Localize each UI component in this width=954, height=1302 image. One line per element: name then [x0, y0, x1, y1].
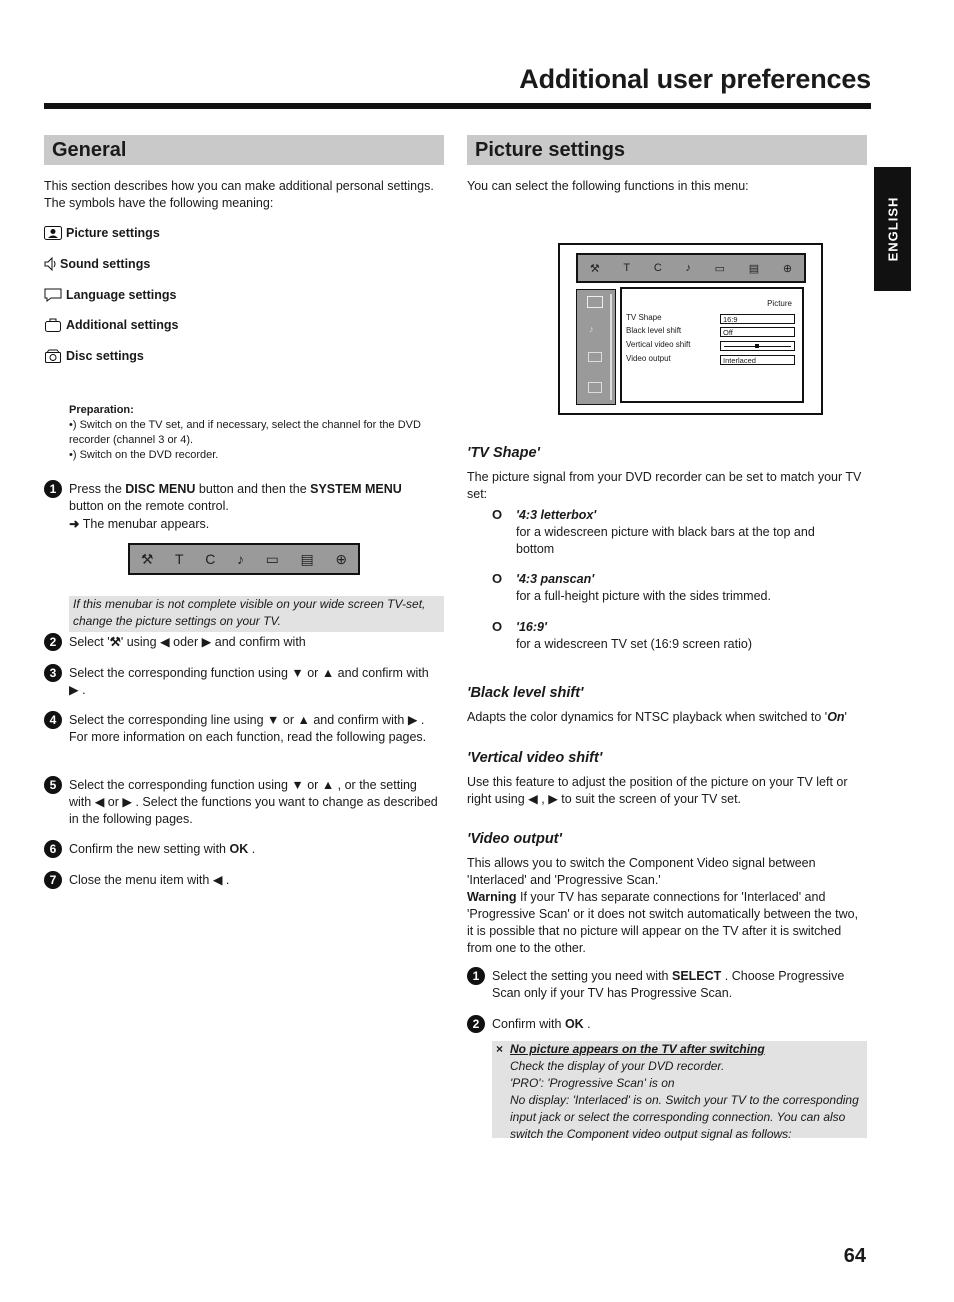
- video-output-step-2: [467, 1016, 867, 1033]
- step-5-text-a: Select the corresponding function using: [69, 778, 292, 792]
- video-output-step-2-text-a: Confirm with: [492, 1017, 565, 1031]
- tools-icon: ⚒: [140, 550, 154, 567]
- warning-text: If your TV has separate connections for 'Interlaced' and 'Progressive Scan' or it does not switch automatically between the two, it is possible that no picture will appear on the TV after it is switched from one to the other.: [467, 890, 859, 955]
- osd-value-vertical-shift-slider: [720, 341, 795, 351]
- system-menu-key: SYSTEM MENU: [310, 482, 402, 496]
- vertical-shift-text-a: Use this feature to adjust the position of the picture on your TV left or right using: [467, 775, 848, 806]
- symbol-language: [44, 288, 176, 302]
- step-2-text-c: oder: [169, 635, 202, 649]
- black-level-heading: 'Black level shift': [467, 685, 584, 701]
- picture-intro: You can select the following functions in this menu:: [467, 179, 749, 193]
- option-panscan-desc: for a full-height picture with the sides trimmed.: [516, 589, 771, 603]
- tip-line-3: No display: 'Interlaced' is on. Switch your TV to the corresponding input jack or select the corresponding connection. You can also switch the Component video output signal as follows:: [510, 1093, 859, 1141]
- up-arrow-icon: ▲: [297, 713, 310, 727]
- tools-icon: ⚒: [589, 262, 600, 275]
- video-output-intro: This allows you to switch the Component Video signal between 'Interlaced' and 'Progressive Scan.': [467, 856, 816, 887]
- language-tab: [874, 167, 911, 291]
- step-2-text-b: ' using: [120, 635, 161, 649]
- tip-line-2: 'PRO': 'Progressive Scan' is on: [510, 1076, 675, 1090]
- right-arrow-icon: ▶: [201, 635, 212, 649]
- preparation: [69, 403, 441, 463]
- vertical-shift-text: [467, 774, 867, 808]
- monitor-icon: ▭: [265, 550, 279, 567]
- language-tab-label: ENGLISH: [885, 196, 900, 262]
- tip-mark-icon: ×: [496, 1042, 504, 1056]
- option-panscan-name: '4:3 panscan': [516, 572, 595, 586]
- step-1-text-b: button and then the: [195, 482, 311, 496]
- osd-row-vertical-shift: Vertical video shift: [626, 340, 691, 349]
- t-icon: T: [175, 551, 184, 567]
- vertical-shift-text-b: ,: [537, 792, 549, 806]
- step-2-text-a: Select ': [69, 635, 110, 649]
- tip-line-1: Check the display of your DVD recorder.: [510, 1059, 725, 1073]
- step-3-text-d: .: [78, 683, 86, 697]
- video-output-step-1: [467, 968, 867, 1002]
- step-5-text-c: , or the setting with: [69, 778, 417, 809]
- step-4: [44, 712, 444, 746]
- t-icon: T: [623, 262, 631, 274]
- step-3-number: 3: [44, 664, 62, 682]
- step-4-text-c: and confirm with: [309, 713, 408, 727]
- preparation-line-1: •) Switch on the TV set, and if necessary, select the channel for the DVD recorder (channel 3 or 4).: [69, 419, 421, 446]
- preparation-title: Preparation:: [69, 404, 134, 416]
- left-arrow-icon: ◀: [94, 795, 105, 809]
- ok-key: OK: [564, 1017, 584, 1031]
- menubar-image: [128, 543, 360, 575]
- osd-value-black-level: Off: [720, 327, 795, 337]
- tv-shape-text: The picture signal from your DVD recorder can be set to match your TV set:: [467, 470, 862, 501]
- picture-settings-heading: Picture settings: [467, 135, 867, 165]
- symbol-sound: [44, 257, 150, 271]
- general-heading: General: [44, 135, 444, 165]
- right-arrow-icon: ▶: [69, 683, 79, 697]
- step-5-text-e: . Select the functions you want to change as described in the following pages.: [69, 795, 438, 826]
- left-arrow-icon: ◀: [528, 792, 538, 806]
- step-5-text-d: or: [104, 795, 123, 809]
- osd-row-tv-shape: TV Shape: [626, 313, 662, 322]
- c-icon: C: [205, 551, 216, 567]
- step-3: [44, 665, 444, 699]
- option-bullet: O: [492, 507, 503, 522]
- video-output-step-2-text-b: .: [583, 1017, 591, 1031]
- c-icon: C: [653, 262, 662, 274]
- step-3-text-b: or: [303, 666, 322, 680]
- language-icon: [588, 352, 602, 362]
- option-16-9-name: '16:9': [516, 620, 547, 634]
- osd-value-video-output: Interlaced: [720, 355, 795, 365]
- step-1: [44, 481, 444, 533]
- osd-row-video-output: Video output: [626, 354, 671, 363]
- tools-symbol-icon: ⚒: [109, 635, 121, 649]
- symbol-additional: [44, 318, 179, 332]
- symbol-disc: [44, 349, 144, 363]
- sound-icon: ♪: [589, 324, 594, 334]
- title-rule: [44, 103, 871, 109]
- video-output-warning: [467, 889, 867, 957]
- step-4-text-a: Select the corresponding line using: [69, 713, 268, 727]
- step-1-text-a: Press the: [69, 482, 126, 496]
- step-4-number: 4: [44, 711, 62, 729]
- sound-wave-icon: ♪: [236, 551, 244, 567]
- step-2: [44, 634, 444, 651]
- tv-shape-heading: 'TV Shape': [467, 445, 540, 461]
- video-output-step-2-number: 2: [467, 1015, 485, 1033]
- symbol-language-label: Language settings: [66, 288, 177, 302]
- osd-title: Picture: [767, 299, 792, 308]
- left-arrow-icon: ◀: [160, 635, 170, 649]
- tip-title: No picture appears on the TV after switching: [510, 1042, 765, 1056]
- step-2-text-d: and confirm with: [211, 635, 306, 649]
- osd-value-tv-shape: 16:9: [720, 314, 795, 324]
- step-3-text-c: and confirm with: [334, 666, 429, 680]
- step-1-text-c: button on the remote control.: [69, 499, 229, 513]
- left-arrow-icon: ◀: [212, 873, 223, 887]
- option-16-9: [492, 619, 846, 653]
- step-2-number: 2: [44, 633, 62, 651]
- sound-wave-icon: ♪: [685, 262, 691, 274]
- menubar-note: If this menubar is not complete visible on your wide screen TV-set, change the picture settings on your TV.: [69, 596, 444, 632]
- right-arrow-icon: ▶: [122, 795, 133, 809]
- right-arrow-icon: ▶: [548, 792, 558, 806]
- step-7-number: 7: [44, 871, 62, 889]
- select-key: SELECT: [671, 969, 722, 983]
- video-output-step-1-text-a: Select the setting you need with: [492, 969, 672, 983]
- step-5: [44, 777, 444, 828]
- osd-row-black-level: Black level shift: [626, 326, 682, 335]
- step-1-result: The menubar appears.: [82, 517, 210, 531]
- up-arrow-icon: ▲: [321, 666, 335, 680]
- down-arrow-icon: ▼: [291, 666, 304, 680]
- step-6: [44, 841, 444, 858]
- step-5-number: 5: [44, 776, 62, 794]
- arrow-right-icon: ➜: [69, 517, 80, 531]
- osd-menubar: [576, 253, 806, 283]
- step-4-text-b: or: [279, 713, 298, 727]
- step-6-text-a: Confirm the new setting with: [69, 842, 230, 856]
- symbol-disc-label: Disc settings: [66, 349, 144, 363]
- step-6-number: 6: [44, 840, 62, 858]
- preparation-line-2: •) Switch on the DVD recorder.: [69, 449, 219, 461]
- video-output-text: [467, 855, 867, 957]
- warning-label: Warning: [467, 890, 517, 904]
- up-arrow-icon: ▲: [321, 778, 335, 792]
- zoom-icon: ⊕: [782, 262, 793, 275]
- step-7-text-b: .: [222, 873, 230, 887]
- step-4-text-d: . For more information on each function, read the following pages.: [69, 713, 427, 744]
- disc-icon: [44, 349, 62, 363]
- osd-settings-panel: [620, 287, 804, 403]
- right-arrow-icon: ▶: [407, 713, 418, 727]
- monitor-icon: ▭: [714, 262, 726, 275]
- symbol-picture: [44, 226, 160, 240]
- video-output-step-1-number: 1: [467, 967, 485, 985]
- page-title: Additional user preferences: [519, 64, 871, 94]
- osd-side-menu: [576, 289, 616, 405]
- ok-key: OK: [229, 842, 249, 856]
- page-number: 64: [843, 1245, 866, 1267]
- vertical-shift-heading: 'Vertical video shift': [467, 750, 603, 766]
- black-level-text-end: ': [844, 710, 847, 724]
- step-3-text-a: Select the corresponding function using: [69, 666, 292, 680]
- video-output-heading: 'Video output': [467, 831, 562, 847]
- additional-icon: [588, 382, 602, 393]
- camera-icon: ▤: [748, 262, 760, 275]
- additional-icon: [44, 318, 62, 332]
- symbol-additional-label: Additional settings: [66, 318, 179, 332]
- option-letterbox-desc: for a widescreen picture with black bars at the top and bottom: [516, 525, 815, 556]
- option-letterbox: [492, 507, 846, 558]
- option-panscan: [492, 571, 846, 605]
- step-1-number: 1: [44, 480, 62, 498]
- picture-menu-screenshot: [558, 243, 823, 415]
- general-intro: This section describes how you can make additional personal settings. The symbols have the following meaning:: [44, 179, 434, 210]
- option-bullet: O: [492, 619, 503, 634]
- picture-icon: [587, 296, 603, 308]
- zoom-icon: ⊕: [335, 550, 348, 567]
- option-bullet: O: [492, 571, 503, 586]
- picture-icon: [44, 226, 62, 240]
- step-7-text-a: Close the menu item with: [69, 873, 213, 887]
- camera-icon: ▤: [300, 550, 314, 567]
- step-6-text-b: .: [248, 842, 256, 856]
- black-level-text-main: Adapts the color dynamics for NTSC playback when switched to ': [467, 710, 828, 724]
- black-level-text: [467, 709, 867, 726]
- black-level-on: On: [827, 710, 845, 724]
- option-16-9-desc: for a widescreen TV set (16:9 screen ratio): [516, 637, 752, 651]
- option-letterbox-name: '4:3 letterbox': [516, 508, 597, 522]
- down-arrow-icon: ▼: [291, 778, 304, 792]
- troubleshooting-box: [492, 1041, 867, 1141]
- language-icon: [44, 288, 62, 302]
- down-arrow-icon: ▼: [267, 713, 280, 727]
- disc-menu-key: DISC MENU: [125, 482, 196, 496]
- symbol-picture-label: Picture settings: [66, 226, 160, 240]
- step-7: [44, 872, 444, 889]
- symbol-sound-label: Sound settings: [60, 257, 151, 271]
- vertical-shift-text-c: to suit the screen of your TV set.: [557, 792, 742, 806]
- osd-scrollbar: [610, 294, 612, 400]
- sound-icon: [44, 257, 56, 271]
- video-output-step-1-text-b: . Choose Progressive Scan only if your TV has Progressive Scan.: [492, 969, 845, 1000]
- step-5-text-b: or: [303, 778, 322, 792]
